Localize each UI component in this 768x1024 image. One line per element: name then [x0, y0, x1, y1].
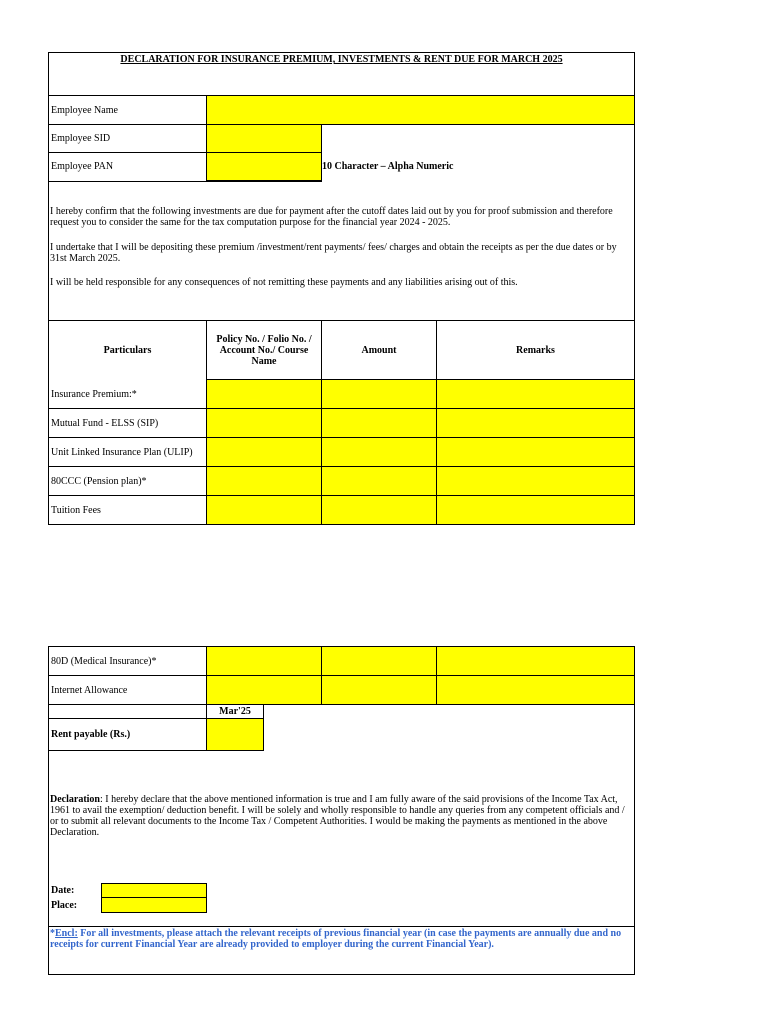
responsibility-paragraph: I will be held responsible for any consequences of not remitting these payments and any liabilities arising out of this.	[50, 277, 518, 288]
declaration-heading: Declaration	[50, 794, 100, 805]
row-label-tuition-fees: Tuition Fees	[51, 504, 101, 516]
place-field[interactable]	[101, 897, 207, 913]
investments-table-body	[48, 379, 635, 525]
employee-pan-field[interactable]	[206, 152, 322, 181]
header-amount: Amount	[361, 344, 397, 356]
undertaking-paragraph: I undertake that I will be depositing these premium /investment/rent payments/ fees/ charges and obtain the receipts as per the due dates or by 31st March 2025.	[50, 242, 617, 264]
employee-name-label: Employee Name	[51, 104, 118, 116]
remarks-cell[interactable]	[436, 408, 635, 438]
date-label: Date:	[51, 884, 75, 896]
pan-format-hint: 10 Character – Alpha Numeric	[322, 161, 454, 172]
rent-payable-field[interactable]	[206, 718, 264, 751]
remarks-cell[interactable]	[436, 466, 635, 496]
declaration-paragraph	[50, 794, 630, 838]
policy-no-cell[interactable]	[206, 466, 322, 496]
declaration-text: : I hereby declare that the above mentioned information is true and I am fully aware of the said provisions of the Income Tax Act, 1961 to avail the exemption/ deduction benefit. I will be solely and wholly responsible to handle any queries from any competent officials and / or to submit all relevant documents to the Income Tax / Competent Authorities. I would be making the payments as mentioned in the above Declaration.	[50, 794, 625, 838]
table-row	[48, 437, 635, 467]
remarks-cell[interactable]	[436, 437, 635, 467]
enclosure-note	[50, 928, 632, 950]
encl-asterisk: *	[50, 928, 55, 939]
employee-pan-label: Employee PAN	[51, 161, 114, 172]
employee-sid-field[interactable]	[206, 124, 322, 153]
row-label-mutual-fund: Mutual Fund - ELSS (SIP)	[51, 417, 159, 429]
row-label-80ccc: 80CCC (Pension plan)*	[51, 475, 147, 487]
place-label: Place:	[51, 899, 78, 911]
policy-no-cell[interactable]	[206, 408, 322, 438]
amount-cell[interactable]	[321, 379, 437, 409]
date-field[interactable]	[101, 883, 207, 898]
policy-no-cell[interactable]	[206, 646, 322, 676]
amount-cell[interactable]	[321, 646, 437, 676]
employee-name-field[interactable]	[206, 95, 635, 125]
amount-cell[interactable]	[321, 408, 437, 438]
header-remarks: Remarks	[516, 344, 555, 356]
table-row	[48, 408, 635, 438]
encl-label: Encl:	[55, 928, 78, 939]
row-label-80d: 80D (Medical Insurance)*	[51, 655, 157, 667]
policy-no-cell[interactable]	[206, 437, 322, 467]
employee-sid-label: Employee SID	[51, 133, 111, 144]
table-row	[48, 379, 635, 409]
policy-no-cell[interactable]	[206, 675, 322, 705]
amount-cell[interactable]	[321, 675, 437, 705]
confirmation-paragraph: I hereby confirm that the following investments are due for payment after the cutoff dates laid out by you for proof submission and therefore request you to consider the same for the tax computation purpose for the financial year 2024 - 2025.	[50, 206, 613, 228]
amount-cell[interactable]	[321, 495, 437, 525]
row-label-internet-allowance: Internet Allowance	[51, 684, 128, 696]
remarks-cell[interactable]	[436, 675, 635, 705]
rent-month-header: Mar'25	[219, 706, 251, 717]
table-row	[48, 466, 635, 496]
header-policy-no: Policy No. / Folio No. / Account No./ Course Name	[216, 333, 312, 367]
remarks-cell[interactable]	[436, 646, 635, 676]
amount-cell[interactable]	[321, 466, 437, 496]
table-row	[48, 495, 635, 525]
remarks-cell[interactable]	[436, 379, 635, 409]
remarks-cell[interactable]	[436, 495, 635, 525]
table-row	[48, 675, 635, 705]
rent-payable-label: Rent payable (Rs.)	[51, 729, 131, 740]
encl-text: For all investments, please attach the relevant receipts of previous financial year (in case the payments are annually due and no receipts for current Financial Year are already provided to employer during the current Financial Year).	[50, 928, 622, 950]
header-particulars: Particulars	[103, 344, 152, 356]
table-row	[48, 646, 635, 676]
row-label-insurance-premium: Insurance Premium:*	[51, 388, 137, 400]
amount-cell[interactable]	[321, 437, 437, 467]
row-label-ulip: Unit Linked Insurance Plan (ULIP)	[51, 446, 193, 458]
form-title: DECLARATION FOR INSURANCE PREMIUM, INVESTMENTS & RENT DUE FOR MARCH 2025	[120, 54, 563, 65]
policy-no-cell[interactable]	[206, 495, 322, 525]
policy-no-cell[interactable]	[206, 379, 322, 409]
